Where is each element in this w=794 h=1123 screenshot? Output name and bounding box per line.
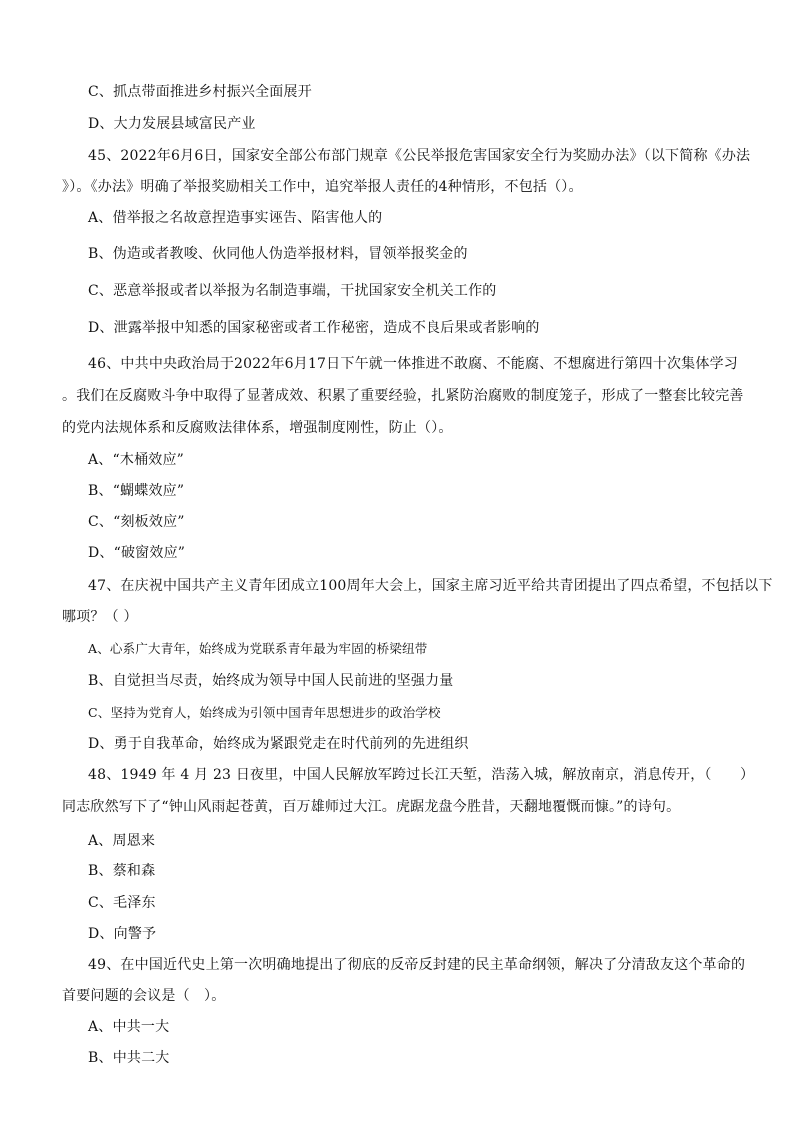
- q47-text-line-2: 哪项？（ ）: [62, 609, 138, 625]
- q47-option-d: D、勇于自我革命，始终成为紧跟党走在时代前列的先进组织: [88, 736, 469, 752]
- q48-option-b: B、蔡和森: [88, 863, 156, 879]
- q46-option-c: C、“刻板效应”: [88, 514, 185, 530]
- q45-option-a: A、借举报之名故意捏造事实诬告、陷害他人的: [88, 210, 383, 226]
- q49-option-b: B、中共二大: [88, 1050, 170, 1066]
- q45-option-c: C、恶意举报或者以举报为名制造事端，干扰国家安全机关工作的: [88, 283, 497, 299]
- q45-text-line-1: 45、2022年6月6日，国家安全部公布部门规章《公民举报危害国家安全行为奖励办法》（以下简称《办法: [88, 148, 751, 164]
- q48-text-line-1: 48、1949 年 4 月 23 日夜里，中国人民解放军跨过长江天堑，浩荡入城，解放南京，消息传开，（ ）: [88, 767, 755, 783]
- q49-option-a: A、中共一大: [88, 1019, 170, 1035]
- q48-option-d: D、向警予: [88, 926, 157, 942]
- q48-text-line-2: 同志欣然写下了“钟山风雨起苍黄，百万雄师过大江。虎踞龙盘今胜昔，天翻地覆慨而慷。”的诗句。: [62, 799, 681, 815]
- q45-option-d: D、泄露举报中知悉的国家秘密或者工作秘密，造成不良后果或者影响的: [88, 320, 540, 336]
- prev-option-d: D、大力发展县域富民产业: [88, 116, 256, 132]
- q46-option-b: B、“蝴蝶效应”: [88, 483, 185, 499]
- prev-option-c: C、抓点带面推进乡村振兴全面展开: [88, 84, 312, 100]
- q47-option-b: B、自觉担当尽责，始终成为领导中国人民前进的坚强力量: [88, 673, 454, 689]
- q48-option-c: C、毛泽东: [88, 895, 156, 911]
- q46-option-a: A、“木桶效应”: [88, 452, 185, 468]
- q45-text-line-2: 》）。《办法》明确了举报奖励相关工作中，追究举报人责任的4种情形，不包括（）。: [62, 179, 583, 195]
- q46-text-line-3: 的党内法规体系和反腐败法律体系，增强制度刚性，防止（）。: [62, 420, 453, 436]
- q45-option-b: B、伪造或者教唆、伙同他人伪造举报材料，冒领举报奖金的: [88, 246, 468, 262]
- q48-option-a: A、周恩来: [88, 833, 156, 849]
- q46-option-d: D、“破窗效应”: [88, 545, 186, 561]
- q47-text-line-1: 47、在庆祝中国共产主义青年团成立100周年大会上，国家主席习近平给共青团提出了四点希望，不包括以下: [88, 578, 773, 594]
- q46-text-line-1: 46、中共中央政治局于2022年6月17日下午就一体推进不敢腐、不能腐、不想腐进行第四十次集体学习: [88, 356, 738, 372]
- q49-text-line-2: 首要问题的会议是（ ）。: [62, 988, 226, 1004]
- q47-option-c: C、坚持为党育人，始终成为引领中国青年思想进步的政治学校: [88, 705, 441, 720]
- q47-option-a: A、心系广大青年，始终成为党联系青年最为牢固的桥梁纽带: [88, 641, 428, 656]
- q49-text-line-1: 49、在中国近代史上第一次明确地提出了彻底的反帝反封建的民主革命纲领，解决了分清敌友这个革命的: [88, 957, 746, 973]
- q46-text-line-2: 。我们在反腐败斗争中取得了显著成效、积累了重要经验，扎紧防治腐败的制度笼子，形成了一整套比较完善: [62, 388, 744, 404]
